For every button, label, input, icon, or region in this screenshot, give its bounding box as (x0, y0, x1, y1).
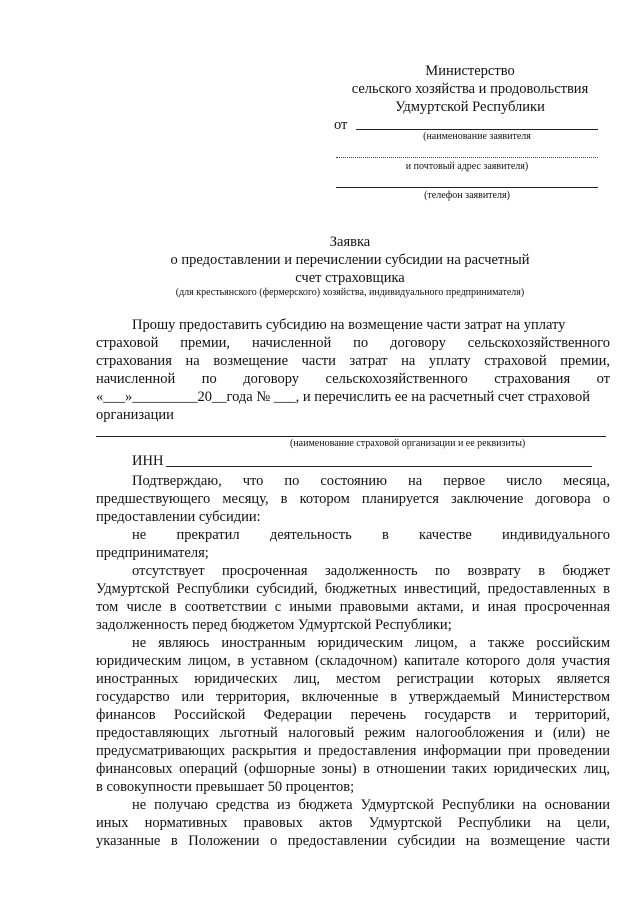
addressee-line-1: Министерство (425, 63, 515, 79)
request-line-2: страховой премии, начисленной по договору сельскохозяйственного (96, 335, 610, 351)
confirm-line-5: предпринимателя; (96, 545, 209, 561)
inn-line (166, 466, 592, 467)
from-label: от (334, 117, 348, 133)
caption-insurer: (наименование страховой организации и ее реквизиты) (290, 438, 526, 449)
confirm-line-9: задолженность перед бюджетом Удмуртской Республики; (96, 617, 452, 633)
caption-applicant-address: и почтовый адрес заявителя) (405, 161, 529, 172)
addressee-line-2: сельского хозяйства и продовольствия (351, 81, 589, 97)
confirm-line-8: том числе в соответствии с иными правовыми актами, и иная просроченная (96, 599, 610, 615)
confirm-line-21: указанные в Положении о предоставлении субсидии на возмещение части (96, 833, 610, 849)
applicant-phone-line (336, 187, 598, 188)
caption-applicant-name: (наименование заявителя (423, 131, 531, 142)
document-title-line-3: счет страховщика (295, 270, 405, 286)
confirm-line-19: не получаю средства из бюджета Удмуртской Республики на основании (132, 797, 610, 813)
confirm-line-13: государство или территория, включенные в утверждаемый Министерством (96, 689, 610, 705)
confirm-line-20: иных нормативных правовых актов Удмуртской Республики на цели, (96, 815, 610, 831)
confirm-line-7: Удмуртской Республики субсидий, бюджетных инвестиций, предоставленных в (96, 581, 610, 597)
confirm-line-10: не являюсь иностранным юридическим лицом, а также российским (132, 635, 610, 651)
request-line-1: Прошу предоставить субсидию на возмещение части затрат на уплату (132, 317, 566, 333)
confirm-line-15: предоставляющих льготный налоговый режим налогообложения и (или) не (96, 725, 610, 741)
confirm-line-4: не прекратил деятельность в качестве индивидуального (132, 527, 610, 543)
inn-label: ИНН (132, 453, 164, 469)
confirm-line-12: иностранных юридических лиц, местом регистрации которых является (96, 671, 610, 687)
request-line-3: страхования на возмещение части затрат на уплату страховой премии, (96, 353, 610, 369)
confirm-line-17: финансовых операций (офшорные зоны) в отношении таких юридических лиц, (96, 761, 610, 777)
confirm-line-2: предшествующего месяцу, в котором планируется заключение договора о (96, 491, 610, 507)
applicant-address-line (336, 157, 598, 158)
confirm-line-3: предоставлении субсидии: (96, 509, 261, 525)
confirm-line-18: в совокупности превышает 50 процентов; (96, 779, 355, 795)
addressee-line-3: Удмуртской Республики (395, 99, 545, 115)
document-title-line-2: о предоставлении и перечислении субсидии на расчетный (170, 252, 530, 268)
confirm-line-6: отсутствует просроченная задолженность по возврату в бюджет (132, 563, 610, 579)
insurer-line (96, 436, 606, 437)
confirm-line-1: Подтверждаю, что по состоянию на первое число месяца, (132, 473, 610, 489)
document-subtitle: (для крестьянского (фермерского) хозяйства, индивидуального предпринимателя) (175, 287, 525, 298)
confirm-line-16: предусматривающих раскрытия и предоставления информации при проведении (96, 743, 610, 759)
document-heading: Заявка (329, 234, 371, 250)
request-line-5: «___»_________20__года № ___, и перечислить ее на расчетный счет страховой (96, 389, 591, 405)
request-line-6: организации (96, 407, 174, 423)
caption-applicant-phone: (телефон заявителя) (424, 190, 510, 201)
request-line-4: начисленной по договору сельскохозяйственного страхования от (96, 371, 610, 387)
applicant-name-line (356, 129, 598, 130)
confirm-line-14: финансов Российской Федерации перечень государств и территорий, (96, 707, 610, 723)
confirm-line-11: юридическим лицом, в уставном (складочном) капитале которого доля участия (96, 653, 610, 669)
